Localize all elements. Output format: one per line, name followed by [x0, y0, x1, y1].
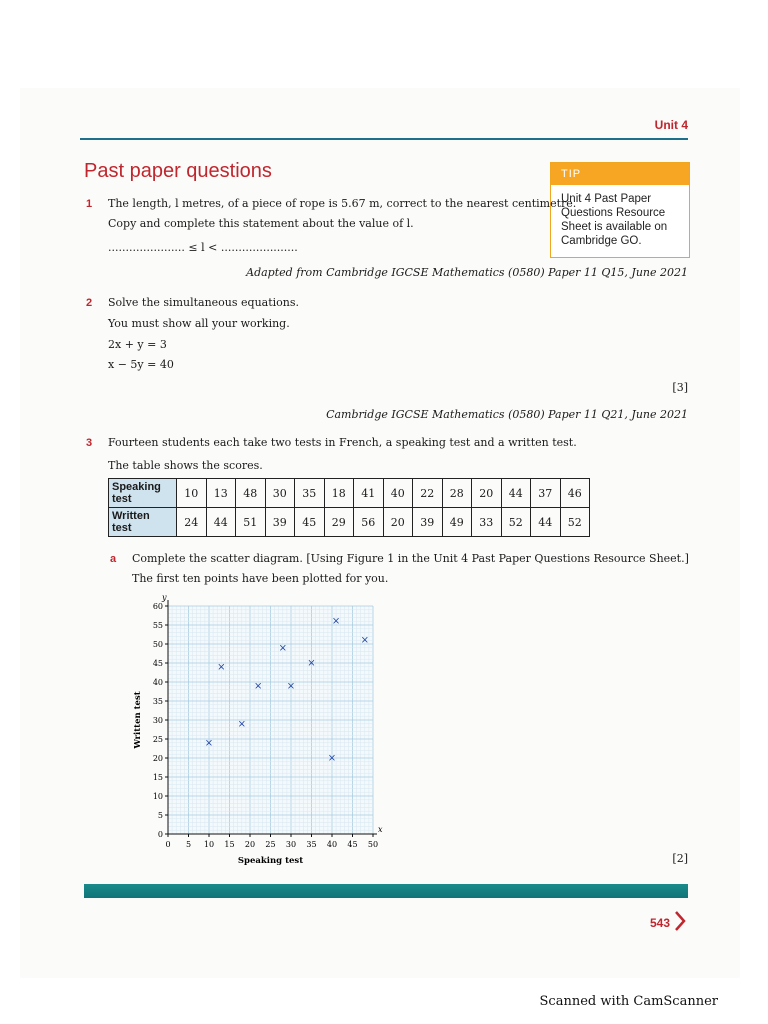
- y-tick-label: 0: [157, 830, 163, 839]
- data-point: ×: [286, 680, 296, 692]
- top-rule: [80, 138, 688, 140]
- data-point: ×: [327, 753, 337, 764]
- q2-line1: Solve the simultaneous equations.: [108, 296, 300, 309]
- x-axis-letter: x: [378, 825, 383, 834]
- y-tick-label: 10: [152, 792, 163, 801]
- x-tick-label: 25: [265, 840, 276, 849]
- table-cell: 46: [560, 479, 590, 508]
- tip-line: Unit 4 Past Paper: [561, 193, 652, 205]
- part-a-marks: [2]: [672, 852, 688, 865]
- x-tick-label: 10: [203, 840, 215, 849]
- q2-marks: [3]: [672, 381, 688, 394]
- table-cell: 44: [501, 479, 531, 508]
- x-tick-label: 40: [326, 840, 338, 849]
- table-cell: 30: [265, 479, 295, 508]
- table-cell: 39: [265, 508, 295, 537]
- table-cell: 52: [560, 508, 590, 537]
- tip-line: Sheet is available on: [561, 221, 668, 233]
- table-cell: 28: [442, 479, 472, 508]
- y-tick-label: 35: [152, 697, 163, 706]
- table-cell: 20: [472, 479, 502, 508]
- data-point: ×: [278, 642, 287, 654]
- data-point: ×: [331, 616, 341, 628]
- table-cell: 39: [413, 508, 443, 537]
- table-cell: 22: [413, 479, 443, 508]
- data-point: ×: [307, 658, 316, 669]
- tip-heading: TIP: [551, 163, 689, 185]
- y-tick-label: 5: [157, 811, 163, 820]
- table-cell: 56: [354, 508, 384, 537]
- table-cell: 13: [206, 479, 236, 508]
- table-cell: 33: [472, 508, 502, 537]
- x-tick-label: 15: [224, 840, 235, 849]
- tip-line: Cambridge GO.: [561, 235, 642, 247]
- x-tick-label: 20: [244, 840, 256, 849]
- q2-line2: You must show all your working.: [108, 317, 290, 330]
- unit-label: Unit 4: [654, 118, 688, 132]
- data-point: ×: [254, 680, 263, 692]
- q3-line1: Fourteen students each take two tests in French, a speaking test and a written test.: [108, 436, 577, 449]
- table-cell: 44: [206, 508, 236, 537]
- y-tick-label: 50: [152, 640, 163, 649]
- y-tick-label: 55: [152, 621, 163, 630]
- table-cell: 52: [501, 508, 531, 537]
- x-axis-label: Speaking test: [237, 856, 304, 866]
- data-point: ×: [217, 661, 226, 673]
- question-number: 3: [86, 437, 93, 449]
- x-tick-label: 35: [306, 840, 317, 849]
- part-label: a: [110, 553, 117, 565]
- table-cell: 49: [442, 508, 472, 537]
- y-tick-label: 40: [152, 678, 163, 687]
- y-tick-label: 25: [152, 735, 163, 744]
- table-cell: 37: [531, 479, 561, 508]
- q2-equation-2: x − 5y = 40: [108, 358, 174, 371]
- section-title: Past paper questions: [84, 160, 272, 182]
- x-tick-label: 45: [347, 840, 358, 849]
- q1-statement: ...................... ≤ l < ......................: [108, 241, 298, 254]
- q2-source: Cambridge IGCSE Mathematics (0580) Paper 11 Q21, June 2021: [326, 408, 688, 421]
- question-number: 2: [86, 297, 93, 309]
- footer-band: [84, 884, 688, 898]
- table-cell: 48: [236, 479, 266, 508]
- y-tick-label: 45: [152, 659, 163, 668]
- q1-line2: Copy and complete this statement about the value of l.: [108, 217, 414, 230]
- scores-table: [108, 478, 590, 537]
- table-cell: 18: [324, 479, 354, 508]
- table-cell: 41: [354, 479, 384, 508]
- q2-equation-1: 2x + y = 3: [108, 338, 167, 351]
- y-tick-label: 20: [152, 754, 163, 763]
- y-tick-label: 15: [152, 773, 163, 782]
- written-row: [109, 508, 590, 537]
- x-tick-label: 50: [367, 840, 379, 849]
- row-header-written: Written test: [109, 508, 177, 537]
- part-a-line2: The first ten points have been plotted for you.: [132, 572, 389, 585]
- tip-body: [551, 185, 689, 255]
- question-number: 1: [86, 198, 93, 210]
- table-cell: 45: [295, 508, 325, 537]
- table-cell: 24: [177, 508, 207, 537]
- table-cell: 29: [324, 508, 354, 537]
- table-cell: 44: [531, 508, 561, 537]
- table-cell: 51: [236, 508, 266, 537]
- x-tick-label: 30: [285, 840, 297, 849]
- data-point: ×: [360, 635, 369, 647]
- y-tick-label: 60: [152, 602, 163, 611]
- table-cell: 20: [383, 508, 413, 537]
- data-point: ×: [204, 737, 214, 749]
- x-tick-label: 5: [185, 840, 192, 849]
- scatter-diagram: [120, 592, 410, 872]
- data-point: ×: [237, 718, 246, 730]
- table-cell: 40: [383, 479, 413, 508]
- table-cell: 35: [295, 479, 325, 508]
- y-axis-label: Written test: [133, 691, 143, 749]
- x-tick-label: 0: [165, 840, 171, 849]
- q1-line1: The length, l metres, of a piece of rope is 5.67 m, correct to the nearest centimetre.: [108, 197, 577, 210]
- row-header-speaking: Speaking test: [109, 479, 177, 508]
- tip-box: [550, 162, 690, 258]
- page-number: 543: [650, 916, 671, 930]
- speaking-row: [109, 479, 590, 508]
- y-tick-label: 30: [152, 716, 163, 725]
- q3-line2: The table shows the scores.: [108, 459, 263, 472]
- chevron-right-icon: [674, 910, 686, 932]
- y-axis-letter: y: [162, 593, 167, 602]
- q1-source: Adapted from Cambridge IGCSE Mathematics (0580) Paper 11 Q15, June 2021: [246, 266, 688, 279]
- table-cell: 10: [177, 479, 207, 508]
- tip-line: Questions Resource: [561, 207, 666, 219]
- scanner-watermark: Scanned with CamScanner: [539, 994, 718, 1009]
- part-a-line1: Complete the scatter diagram. [Using Figure 1 in the Unit 4 Past Paper Questions Resource Sheet.]: [132, 552, 689, 565]
